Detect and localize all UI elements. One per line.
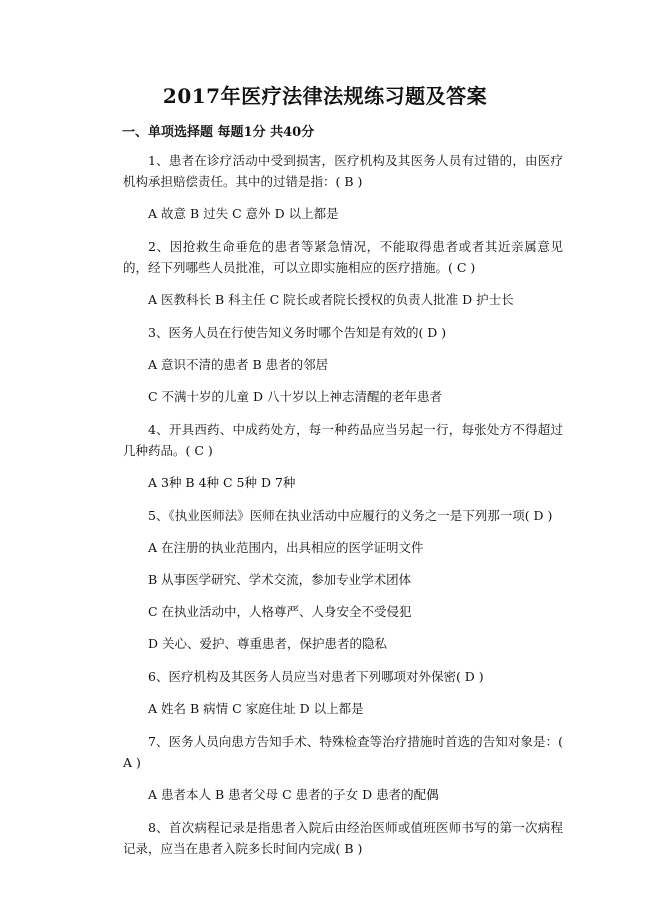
- question-text: 3、医务人员在行使告知义务时哪个告知是有效的( D ): [148, 325, 447, 340]
- option-line: A 3种 B 4种 C 5种 D 7种: [148, 475, 296, 490]
- option-line: C 不满十岁的儿童 D 八十岁以上神志清醒的老年患者: [148, 389, 443, 404]
- question-text: 4、开具西药、中成药处方，每一种药品应当另起一行，每张处方不得超过几种药品。( C ): [123, 422, 563, 458]
- question-text: 2、因抢救生命垂危的患者等紧急情况，不能取得患者或者其近亲属意见的，经下列哪些人员批准，可以立即实施相应的医疗措施。( C ): [123, 239, 563, 275]
- option-line: A 医教科长 B 科主任 C 院长或者院长授权的负责人批准 D 护士长: [148, 292, 514, 307]
- question-text: 7、医务人员向患方告知手术、特殊检查等治疗措施时首选的告知对象是：( A ): [123, 734, 563, 770]
- question-text: 8、首次病程记录是指患者入院后由经治医师或值班医师书写的第一次病程记录，应当在患者入院多长时间内完成( B ): [123, 820, 563, 856]
- option-line: A 患者本人 B 患者父母 C 患者的子女 D 患者的配偶: [148, 787, 439, 802]
- option-line: A 故意 B 过失 C 意外 D 以上都是: [148, 206, 339, 221]
- question-text: 5、《执业医师法》医师在执业活动中应履行的义务之一是下列那一项( D ): [148, 508, 553, 523]
- section-heading: 一、单项选择题 每题1分 共40分: [122, 125, 315, 140]
- option-line: B 从事医学研究、学术交流，参加专业学术团体: [148, 572, 412, 587]
- document-title: 2017年医疗法律法规练习题及答案: [162, 84, 488, 108]
- question-list: [123, 150, 563, 859]
- option-line: A 意识不清的患者 B 患者的邻居: [148, 357, 329, 372]
- question-text: 1、患者在诊疗活动中受到损害，医疗机构及其医务人员有过错的，由医疗机构承担赔偿责任。其中的过错是指：( B ): [123, 153, 563, 189]
- question-text: 6、医疗机构及其医务人员应当对患者下列哪项对外保密( D ): [148, 669, 484, 684]
- option-line: D 关心、爱护、尊重患者，保护患者的隐私: [148, 636, 387, 651]
- option-line: A 在注册的执业范围内，出具相应的医学证明文件: [148, 540, 424, 555]
- option-line: C 在执业活动中，人格尊严、人身安全不受侵犯: [148, 604, 412, 619]
- option-line: A 姓名 B 病情 C 家庭住址 D 以上都是: [148, 701, 364, 716]
